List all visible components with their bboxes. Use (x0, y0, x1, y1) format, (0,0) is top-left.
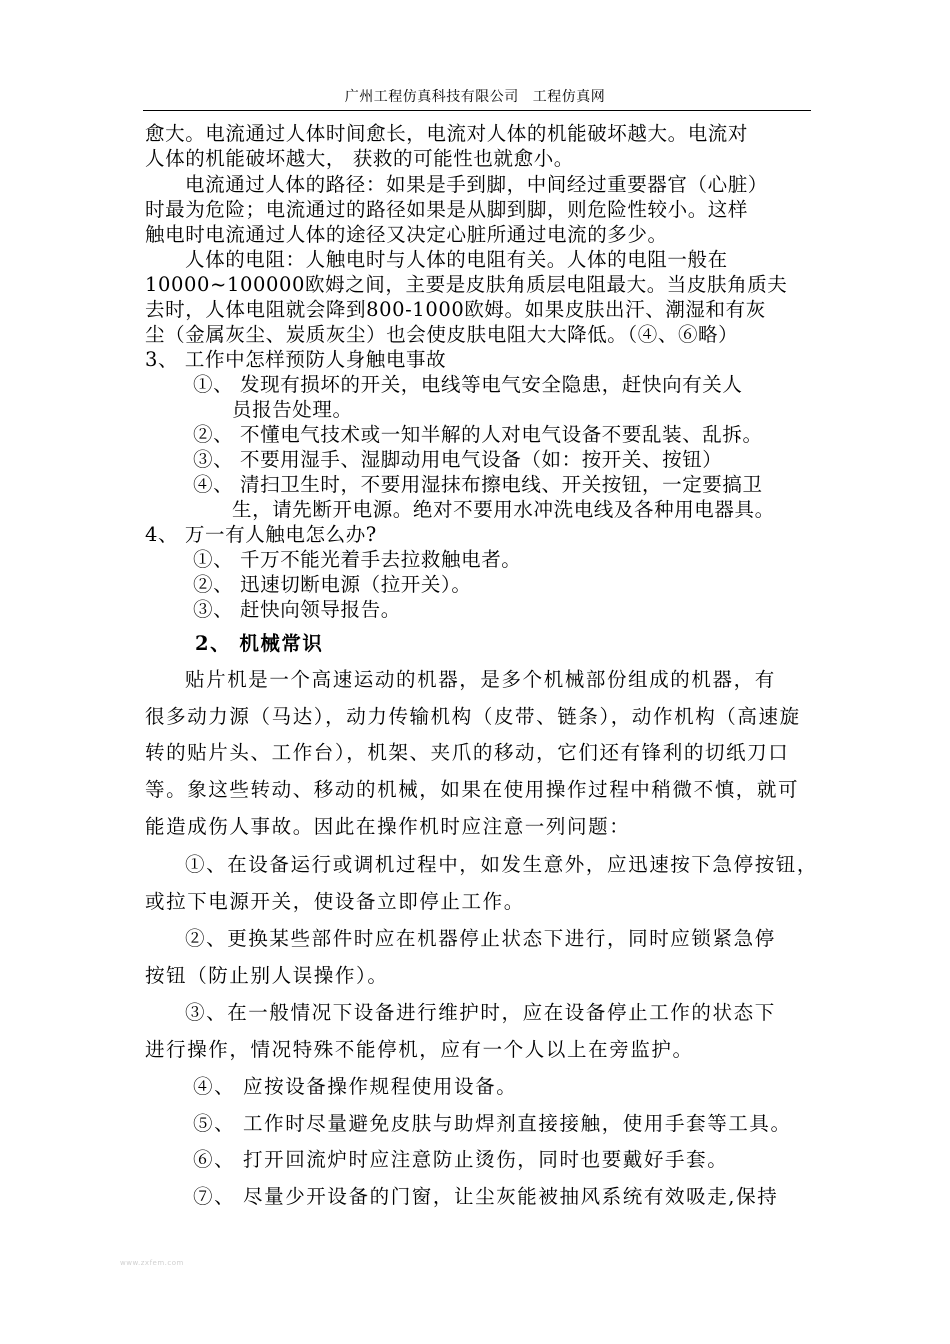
text-line: 时最为危险；电流通过的路径如果是从脚到脚，则危险性较小。这样 (145, 198, 749, 221)
list-item: ④、 清扫卫生时，不要用湿抹布擦电线、开关按钮，一定要搞卫 (193, 473, 763, 496)
list-item: ③、 不要用湿手、湿脚动用电气设备（如：按开关、按钮） (193, 448, 723, 471)
text-line: ③、在一般情况下设备进行维护时，应在设备停止工作的状态下 (185, 1001, 776, 1024)
text-line: 转的贴片头、工作台），机架、夹爪的移动，它们还有锋利的切纸刀口 (145, 741, 790, 764)
list-item: ⑥、 打开回流炉时应注意防止烫伤，同时也要戴好手套。 (193, 1148, 729, 1171)
list-item: ①、 发现有损坏的开关，电线等电气安全隐患，赶快向有关人 (193, 373, 743, 396)
list-heading: 4、 万一有人触电怎么办? (145, 523, 377, 546)
list-item: ①、 千万不能光着手去拉救触电者。 (193, 548, 522, 571)
text-line: 愈大。电流通过人体时间愈长，电流对人体的机能破坏越大。电流对 (145, 122, 749, 145)
list-item: ④、 应按设备操作规程使用设备。 (193, 1075, 518, 1098)
text-line: 或拉下电源开关，使设备立即停止工作。 (145, 890, 525, 913)
text-line: 人体的机能破坏越大， 获救的可能性也就愈小。 (145, 147, 574, 170)
text-line: 等。象这些转动、移动的机械，如果在使用操作过程中稍微不慎，就可 (145, 778, 800, 801)
text-line: 去时，人体电阻就会降到800-1000欧姆。如果皮肤出汗、潮湿和有灰 (145, 298, 766, 321)
list-item: ②、 迅速切断电源（拉开关）。 (193, 573, 472, 596)
text-line: 贴片机是一个高速运动的机器，是多个机械部份组成的机器，有 (185, 668, 776, 691)
text-line: ②、更换某些部件时应在机器停止状态下进行，同时应锁紧急停 (185, 927, 776, 950)
text-line: ①、在设备运行或调机过程中，如发生意外，应迅速按下急停按钮， (185, 853, 819, 876)
text-line: 按钮（防止别人误操作）。 (145, 964, 389, 987)
text-line: 尘（金属灰尘、炭质灰尘）也会使皮肤电阻大大降低。（④、⑥略） (145, 323, 739, 346)
text-line: 10000~100000欧姆之间，主要是皮肤角质层电阻最大。当皮肤角质夫 (145, 273, 788, 296)
header-site: 工程仿真网 (532, 89, 606, 105)
list-heading: 3、 工作中怎样预防人身触电事故 (145, 348, 447, 371)
text-line: 触电时电流通过人体的途径又决定心脏所通过电流的多少。 (145, 223, 668, 246)
list-item: ③、 赶快向领导报告。 (193, 598, 401, 621)
list-item-continued: 生，请先断开电源。绝对不要用水冲洗电线及各种用电器具。 (232, 498, 775, 521)
section-heading: 2、 机械常识 (195, 632, 324, 655)
list-item: ⑦、 尽量少开设备的门窗，让尘灰能被抽风系统有效吸走,保持 (193, 1185, 779, 1208)
text-line: 能造成伤人事故。因此在操作机时应注意一列问题： (145, 815, 631, 838)
header-company: 广州工程仿真科技有限公司 (344, 89, 519, 105)
text-line: 电流通过人体的路径：如果是手到脚，中间经过重要器官（心脏） (185, 173, 768, 196)
text-line: 很多动力源（马达），动力传输机构（皮带、链条），动作机构（高速旋 (145, 705, 801, 728)
footer-watermark: www.zxfem.com (120, 1259, 184, 1267)
list-item-continued: 员报告处理。 (232, 398, 353, 421)
text-line: 进行操作，情况特殊不能停机，应有一个人以上在旁监护。 (145, 1038, 694, 1061)
text-line: 人体的电阻：人触电时与人体的电阻有关。人体的电阻一般在 (185, 248, 728, 271)
header-rule (143, 110, 811, 111)
page-header (0, 86, 950, 106)
list-item: ⑤、 工作时尽量避免皮肤与助焊剂直接接触，使用手套等工具。 (193, 1112, 792, 1135)
list-item: ②、 不懂电气技术或一知半解的人对电气设备不要乱装、乱拆。 (193, 423, 763, 446)
